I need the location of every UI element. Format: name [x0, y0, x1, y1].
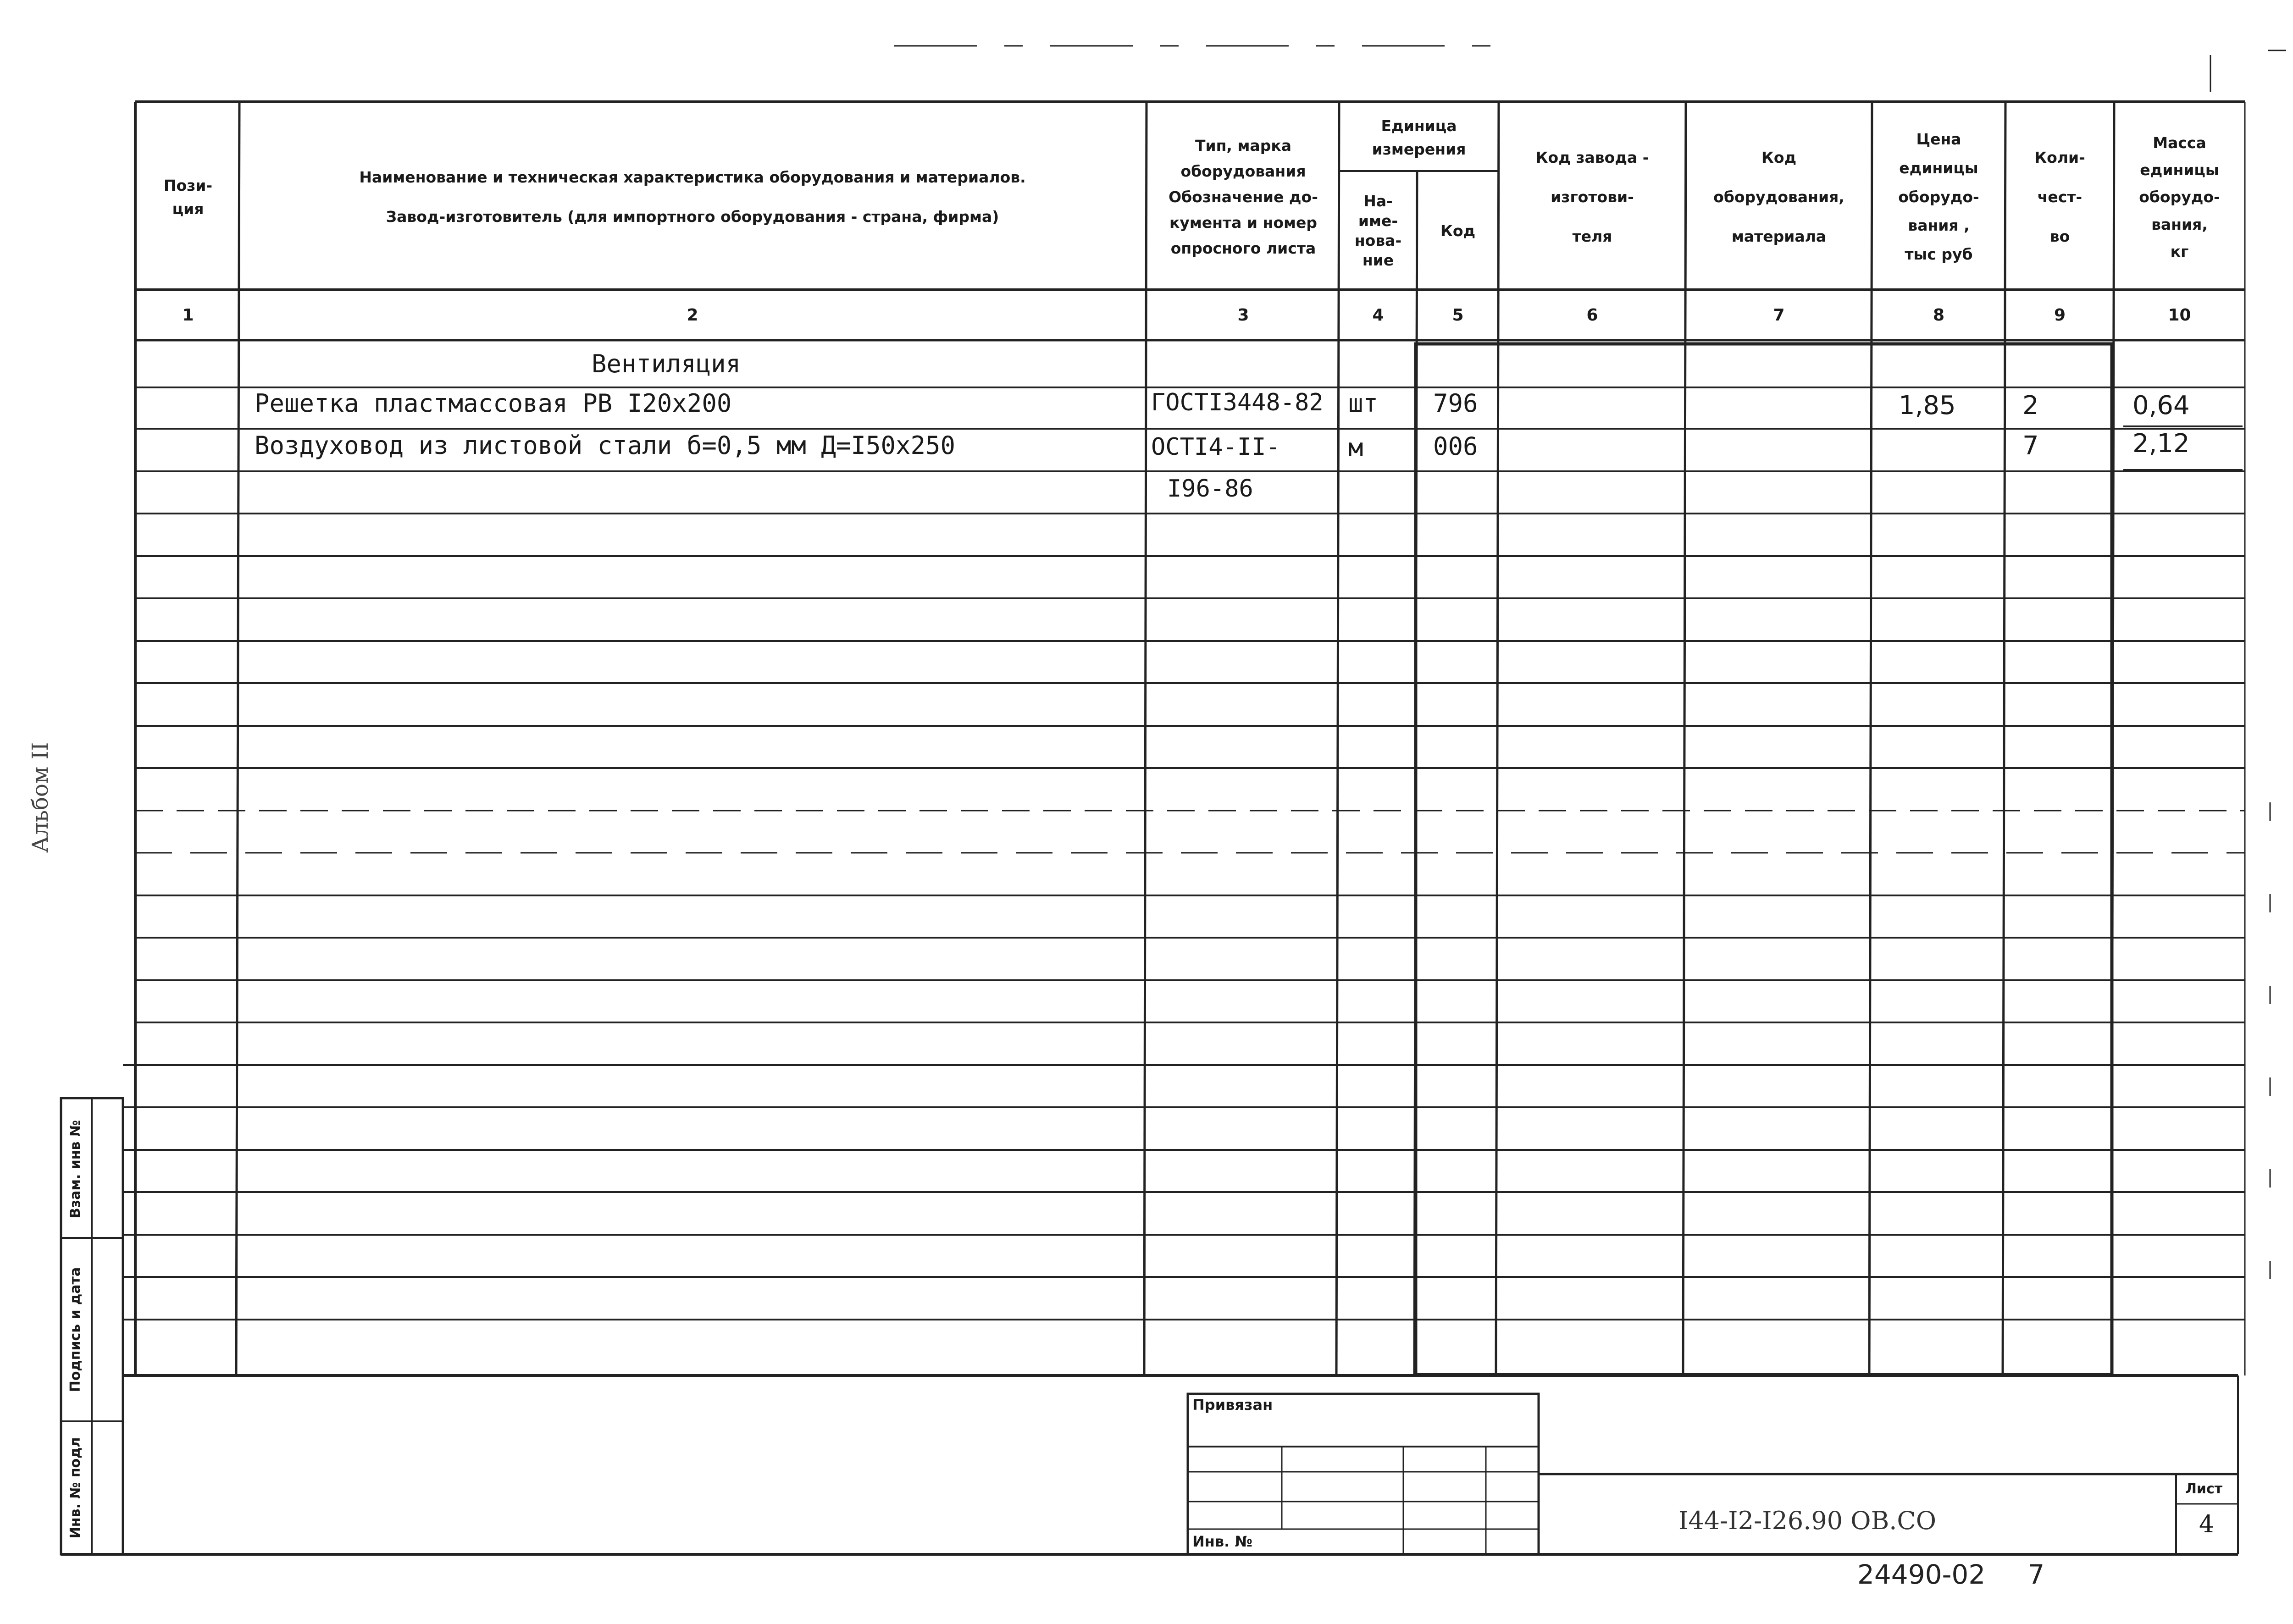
- header-position: [138, 105, 238, 289]
- row-unit: м: [1348, 433, 1363, 462]
- header-unit-name: [1340, 173, 1416, 289]
- header-text: нова-: [1354, 232, 1402, 249]
- podpis-label: Подпись и дата: [67, 1267, 83, 1392]
- row-code: 006: [1433, 432, 1478, 461]
- header-text: ние: [1362, 251, 1394, 269]
- row-unit: шт: [1348, 389, 1379, 418]
- header-text: опросного листа: [1170, 239, 1316, 258]
- inv-vzam-label: Взам. инв №: [67, 1120, 83, 1219]
- header-text: оборудо-: [2139, 188, 2220, 206]
- header-text: кг: [2170, 243, 2189, 261]
- header-price: [1873, 105, 2005, 289]
- header-name: [241, 105, 1144, 289]
- footer-number: 24490-02 7: [1857, 1559, 2045, 1590]
- header-text: ция: [172, 200, 204, 218]
- header-text: измерения: [1372, 140, 1466, 158]
- row-doc: ОСТI4-II-: [1151, 433, 1280, 461]
- sheet-number: 4: [2199, 1511, 2215, 1538]
- column-number: 2: [687, 305, 698, 325]
- header-text: во: [2049, 227, 2070, 245]
- row-mass: 2,12: [2132, 429, 2190, 458]
- header-text: чест-: [2037, 188, 2083, 206]
- header-text: вания,: [2151, 215, 2208, 233]
- header-text: Единица: [1381, 116, 1457, 135]
- header-quantity: [2006, 105, 2113, 289]
- stamp-privyazan: Привязан: [1192, 1396, 1273, 1414]
- header-text: оборудования: [1180, 162, 1306, 180]
- row-name: Воздуховод из листовой стали б=0,5 мм Д=I50x250: [255, 431, 956, 460]
- header-text: На-: [1363, 192, 1393, 210]
- header-text: вания ,: [1908, 216, 1970, 235]
- header-unit-group: [1340, 105, 1498, 170]
- header-text: теля: [1572, 227, 1612, 245]
- header-text: оборудования,: [1713, 188, 1844, 206]
- column-number: 6: [1586, 305, 1598, 325]
- header-equipment-code: [1687, 105, 1871, 289]
- column-number: 8: [1933, 305, 1945, 325]
- header-text: Код: [1761, 149, 1797, 167]
- section-heading: Вентиляция: [592, 349, 741, 378]
- header-text: тыс руб: [1905, 245, 1973, 264]
- header-text: Завод-изготовитель (для импортного оборудования - страна, фирма): [386, 208, 999, 226]
- column-number: 9: [2054, 305, 2066, 325]
- sheet-label: Лист: [2185, 1481, 2223, 1497]
- column-number: 10: [2168, 305, 2191, 325]
- header-text: Тип, марка: [1195, 136, 1291, 155]
- header-text: Цена: [1916, 130, 1961, 149]
- row-qty: 7: [2022, 431, 2039, 461]
- header-factory-code: [1500, 105, 1685, 289]
- header-text: единицы: [1899, 159, 1978, 177]
- column-number: 3: [1237, 305, 1249, 325]
- header-text: единицы: [2140, 160, 2219, 179]
- album-label: Альбом II: [28, 742, 53, 853]
- header-text: Код завода -: [1535, 149, 1649, 167]
- header-mass: [2115, 105, 2244, 289]
- column-number: 4: [1372, 305, 1384, 325]
- inv-podl-label: Инв. № подл: [67, 1437, 83, 1539]
- header-text: Код: [1440, 222, 1476, 240]
- column-number: 1: [182, 305, 194, 325]
- document-code: I44-I2-I26.90 ОВ.СО: [1678, 1506, 1937, 1535]
- column-number: 5: [1452, 305, 1464, 325]
- row-name: Решетка пластмассовая РВ I20x200: [255, 389, 732, 418]
- row-mass: 0,64: [2132, 391, 2190, 420]
- row-doc: I96-86: [1167, 475, 1253, 503]
- header-unit-code: [1418, 173, 1498, 289]
- header-text: Пози-: [163, 176, 213, 194]
- row-qty: 2: [2022, 391, 2039, 420]
- header-text: оборудо-: [1898, 188, 1979, 206]
- header-text: Коли-: [2034, 149, 2085, 167]
- header-text: материала: [1731, 227, 1827, 245]
- header-text: Обозначение до-: [1169, 188, 1318, 206]
- header-text: Масса: [2153, 133, 2206, 152]
- row-price: 1,85: [1899, 391, 1956, 420]
- row-doc: ГОСТI3448-82: [1151, 389, 1324, 416]
- stamp-inv-no: Инв. №: [1192, 1533, 1252, 1550]
- row-code: 796: [1433, 389, 1478, 418]
- header-text: име-: [1358, 212, 1398, 230]
- header-type: [1149, 105, 1338, 289]
- header-text: Наименование и техническая характеристика оборудования и материалов.: [359, 168, 1026, 187]
- header-text: изготови-: [1551, 188, 1634, 206]
- column-number: 7: [1773, 305, 1785, 325]
- header-text: кумента и номер: [1169, 214, 1317, 232]
